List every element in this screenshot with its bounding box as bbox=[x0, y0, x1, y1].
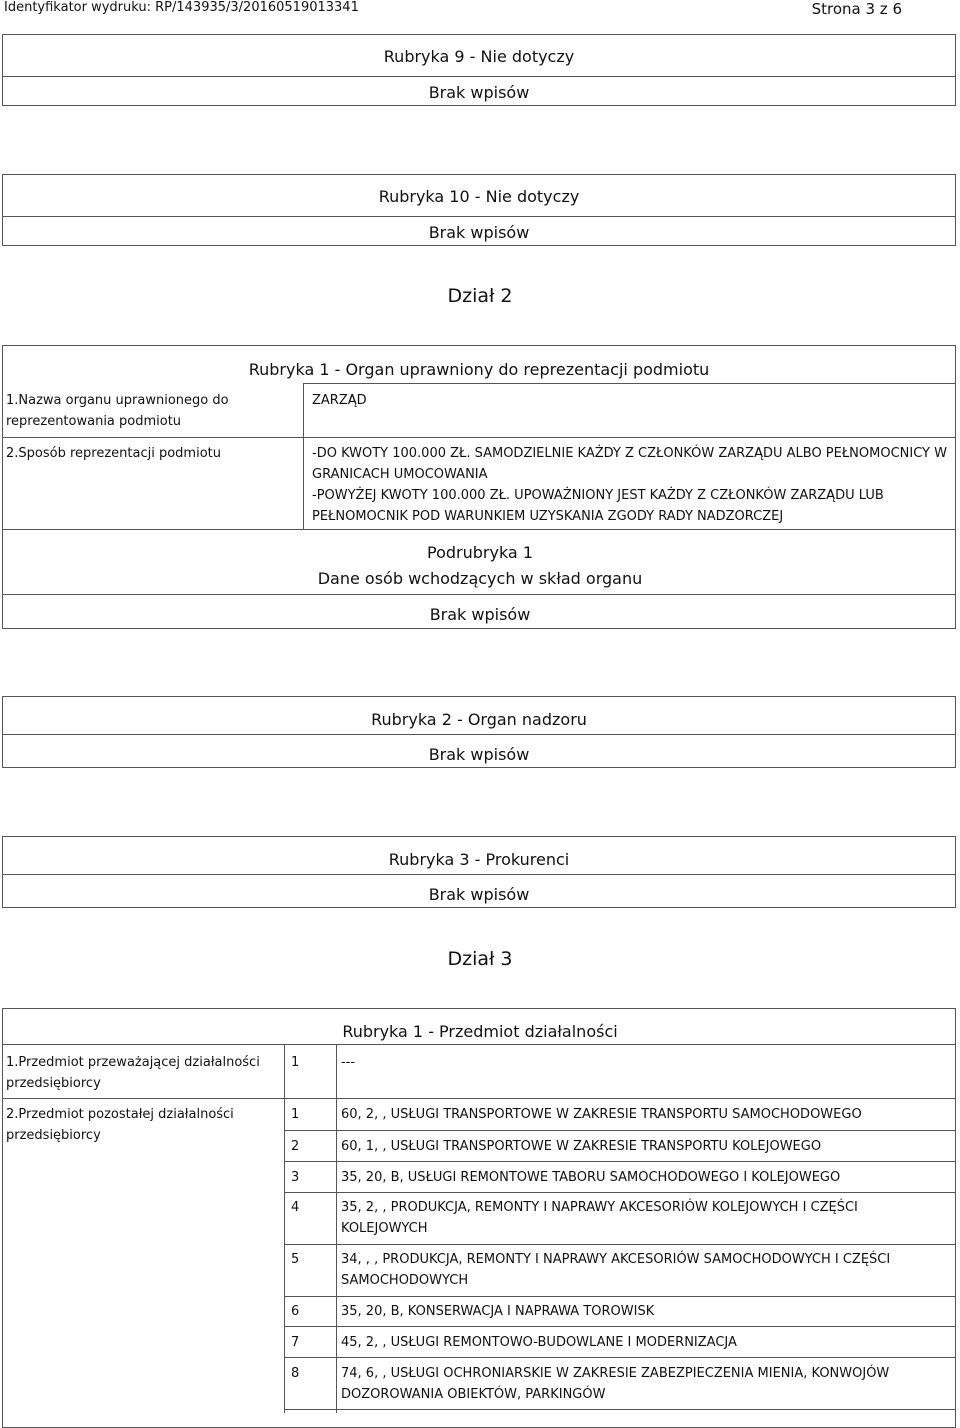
rubryka-2-section bbox=[2, 696, 956, 768]
activity-number: 1 bbox=[291, 1107, 300, 1122]
main-activity-number: 1 bbox=[291, 1055, 300, 1070]
column-divider bbox=[303, 383, 304, 529]
rubryka-10-section bbox=[2, 174, 956, 246]
activity-number: 4 bbox=[291, 1200, 300, 1215]
rubryka-2-empty: Brak wpisów bbox=[428, 745, 530, 764]
divider bbox=[303, 383, 956, 384]
divider bbox=[284, 1130, 956, 1131]
print-header bbox=[0, 0, 960, 20]
activity-text: 35, 2, , PRODUKCJA, REMONTY I NAPRAWY AKCESORIÓW KOLEJOWYCH I CZĘŚCI KOLEJOWYCH bbox=[341, 1200, 858, 1236]
divider bbox=[284, 1357, 956, 1358]
divider bbox=[284, 1326, 956, 1327]
rubryka-10-title: Rubryka 10 - Nie dotyczy bbox=[378, 187, 580, 206]
activity-text: 60, 2, , USŁUGI TRANSPORTOWE W ZAKRESIE TRANSPORTU SAMOCHODOWEGO bbox=[341, 1107, 862, 1122]
rubryka-3-section bbox=[2, 836, 956, 908]
other-activity-label: 2.Przedmiot pozostałej działalności przedsiębiorcy bbox=[6, 1107, 234, 1143]
divider bbox=[284, 1161, 956, 1162]
divider bbox=[3, 216, 955, 217]
przedmiot-title: Rubryka 1 - Przedmiot działalności bbox=[342, 1022, 618, 1041]
print-identifier: Identyfikator wydruku: RP/143935/3/20160519013341 bbox=[4, 0, 359, 15]
main-activity-label: 1.Przedmiot przeważającej działalności przedsiębiorcy bbox=[6, 1055, 260, 1091]
dzial-3-heading: Dział 3 bbox=[447, 948, 513, 970]
rubryka-1-title: Rubryka 1 - Organ uprawniony do reprezentacji podmiotu bbox=[248, 360, 710, 379]
divider bbox=[2, 1044, 956, 1045]
divider bbox=[2, 1098, 956, 1099]
activity-number: 3 bbox=[291, 1170, 300, 1185]
activity-number: 5 bbox=[291, 1252, 300, 1267]
divider bbox=[2, 594, 956, 595]
rubryka-2-title: Rubryka 2 - Organ nadzoru bbox=[371, 710, 587, 729]
organ-name-label: 1.Nazwa organu uprawnionego do reprezentowania podmiotu bbox=[6, 393, 229, 429]
podrubryka-subtitle: Dane osób wchodzących w skład organu bbox=[317, 569, 643, 588]
divider bbox=[284, 1244, 956, 1245]
divider bbox=[3, 734, 955, 735]
dzial-2-heading: Dział 2 bbox=[447, 285, 513, 307]
divider bbox=[3, 76, 955, 77]
page-number: Strona 3 z 6 bbox=[811, 0, 902, 18]
activity-number: 7 bbox=[291, 1335, 300, 1350]
divider bbox=[284, 1296, 956, 1297]
rubryka-3-empty: Brak wpisów bbox=[428, 885, 530, 904]
activity-text: 34, , , PRODUKCJA, REMONTY I NAPRAWY AKCESORIÓW SAMOCHODOWYCH I CZĘŚCI SAMOCHODOWYCH bbox=[341, 1252, 891, 1288]
activity-text: 60, 1, , USŁUGI TRANSPORTOWE W ZAKRESIE TRANSPORTU KOLEJOWEGO bbox=[341, 1139, 822, 1154]
activity-number: 6 bbox=[291, 1304, 300, 1319]
divider bbox=[2, 437, 956, 438]
representation-label: 2.Sposób reprezentacji podmiotu bbox=[6, 446, 221, 461]
activity-text: 35, 20, B, KONSERWACJA I NAPRAWA TOROWISK bbox=[341, 1304, 655, 1319]
divider bbox=[3, 874, 955, 875]
activity-text: 35, 20, B, USŁUGI REMONTOWE TABORU SAMOCHODOWEGO I KOLEJOWEGO bbox=[341, 1170, 841, 1185]
podrubryka-title: Podrubryka 1 bbox=[427, 543, 533, 562]
divider bbox=[2, 529, 956, 530]
activity-number: 2 bbox=[291, 1139, 300, 1154]
rubryka-9-title: Rubryka 9 - Nie dotyczy bbox=[383, 47, 575, 66]
activity-text: 45, 2, , USŁUGI REMONTOWO-BUDOWLANE I MODERNIZACJA bbox=[341, 1335, 737, 1350]
representation-value-1: -DO KWOTY 100.000 ZŁ. SAMODZIELNIE KAŻDY Z CZŁONKÓW ZARZĄDU ALBO PEŁNOMOCNICY W GRANICACH UMOCOWANIA bbox=[312, 446, 947, 482]
podrubryka-empty: Brak wpisów bbox=[429, 605, 531, 624]
activity-number: 8 bbox=[291, 1366, 300, 1381]
organ-name-value: ZARZĄD bbox=[312, 393, 367, 408]
divider bbox=[284, 1409, 956, 1410]
rubryka-9-empty: Brak wpisów bbox=[428, 83, 530, 102]
representation-value-2: -POWYŻEJ KWOTY 100.000 ZŁ. UPOWAŻNIONY JEST KAŻDY Z CZŁONKÓW ZARZĄDU LUB PEŁNOMOCNIK POD WARUNKIEM UZYSKANIA ZGODY RADY NADZORCZEJ bbox=[312, 488, 884, 524]
activity-text: 74, 6, , USŁUGI OCHRONIARSKIE W ZAKRESIE ZABEZPIECZENIA MIENIA, KONWOJÓW DOZOROWANIA OBIEKTÓW, PARKINGÓW bbox=[341, 1366, 890, 1402]
rubryka-9-section bbox=[2, 34, 956, 106]
divider bbox=[284, 1192, 956, 1193]
main-activity-value: --- bbox=[341, 1055, 356, 1070]
rubryka-10-empty: Brak wpisów bbox=[428, 223, 530, 242]
rubryka-3-title: Rubryka 3 - Prokurenci bbox=[388, 850, 570, 869]
